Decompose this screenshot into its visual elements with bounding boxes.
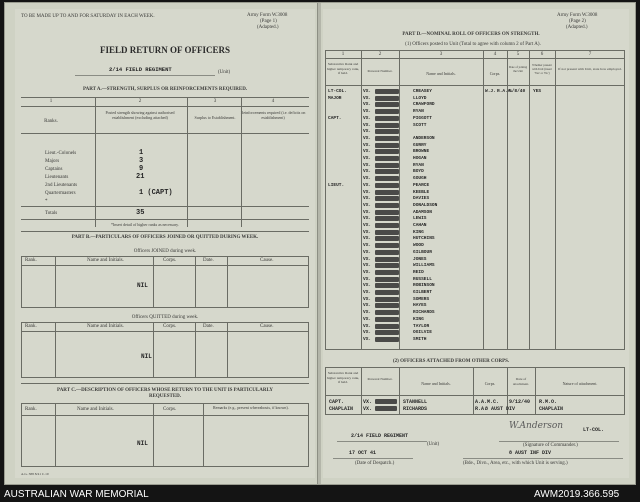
col-num: 1 (341, 52, 345, 57)
ccol-name: Name and Initials. (77, 407, 114, 412)
roll-name: RUSSELL (413, 277, 432, 282)
roll-row (323, 183, 629, 189)
col-head-posted: Posted strength showing against authorised establishment (excluding attached) (105, 110, 175, 120)
unit-label: (Unit) (427, 442, 440, 447)
roll-name: LLOYD (413, 96, 427, 101)
quitted-nil: NIL (141, 353, 152, 360)
roll-no: VX. (363, 310, 372, 315)
roll-no: VX. (363, 317, 372, 322)
att-head-nature: Nature of attachment. (562, 381, 598, 386)
roll-name: CAHAN (413, 223, 427, 228)
roll-no: VX. (363, 324, 372, 329)
roll-row (323, 303, 629, 309)
roll-no: VX. (363, 223, 372, 228)
col-num: 3 (213, 99, 217, 104)
roll-no: VX. (363, 263, 372, 268)
date-label: (Date of Despatch.) (355, 461, 395, 466)
roll-no: VX. (363, 143, 372, 148)
roll-name: REID (413, 270, 424, 275)
roll-row (323, 109, 629, 115)
roll-yes: YES (533, 89, 542, 94)
roll-name: HAYES (413, 303, 427, 308)
footer-accession: AWM2019.366.595 (534, 489, 620, 500)
roll-corps: R.A.A. (497, 89, 514, 94)
redacted-number (375, 337, 399, 342)
unit-typed: 2/14 FIELD REGIMENT (109, 66, 172, 73)
redacted-number (375, 303, 399, 308)
ccol-corps: Corps. (163, 407, 177, 412)
att-head-date: Date of attachment. (512, 377, 530, 386)
roll-no: VX. (363, 163, 372, 168)
form-page: (Page 1) (260, 19, 277, 24)
roll-no: VX. (363, 116, 372, 121)
col-num: 4 (271, 99, 275, 104)
col-num: 2 (138, 99, 142, 104)
signature-rank: LT-COL. (583, 427, 605, 433)
roll-name: RICHARDS (413, 310, 435, 315)
roll-no: VX. (363, 96, 372, 101)
top-note: TO BE MADE UP TO AND FOR SATURDAY IN EACH WEEK. (21, 14, 155, 19)
att-head-corps: Corps. (484, 381, 496, 386)
redacted-number (375, 136, 399, 141)
roll-name: PIGGOTT (413, 116, 432, 121)
roll-name: HUTCHINS (413, 236, 435, 241)
redacted-number (375, 143, 399, 148)
roll-no: VX. (363, 337, 372, 342)
part-a-heading: PART A.—STRENGTH, SURPLUS OR REINFORCEMENTS REQUIRED. (82, 87, 248, 92)
roll-row (323, 283, 629, 289)
despatch-date: 17 OCT 41 (349, 450, 377, 456)
signature-label: (Signature of Commander.) (523, 443, 578, 448)
roll-name: SMITH (413, 337, 427, 342)
commander-signature: W.Anderson (509, 421, 564, 431)
bcol-date: Date. (203, 324, 214, 329)
roll-row (323, 102, 629, 108)
redacted-number (375, 89, 399, 94)
redacted-number (375, 330, 399, 335)
redacted-number (375, 163, 399, 168)
unit-label: (Unit) (218, 70, 231, 75)
form-adapted: (Adapted.) (257, 25, 279, 30)
roll-name: KEEBLE (413, 190, 430, 195)
roll-no: VX. (363, 250, 372, 255)
roll-row (323, 196, 629, 202)
roll-no: VX. (363, 290, 372, 295)
roll-no: VX. (363, 149, 372, 154)
roll-row (323, 337, 629, 343)
redacted-number (375, 216, 399, 221)
roll-rank: MAJOR (328, 96, 342, 101)
redacted-number (375, 236, 399, 241)
col-head-ranks: Ranks. (44, 119, 58, 124)
roll-name: CRAWFORD (413, 102, 435, 107)
redacted-number (375, 116, 399, 121)
roll-name: RYAN (413, 109, 424, 114)
roll-no: VX. (363, 257, 372, 262)
roll-name: WOOD (413, 243, 424, 248)
roll-no: VX. (363, 89, 372, 94)
roll-name: GILBOUR (413, 250, 432, 255)
roll-no: VX. (363, 277, 372, 282)
redacted-number (375, 230, 399, 235)
form-page: (Page 2) (569, 19, 586, 24)
part-d-sub: (1) Officers posted to Unit (Total to agree with column 2 of Part A). (405, 42, 541, 47)
roll-no: VX. (363, 203, 372, 208)
form-adapted: (Adapted.) (566, 25, 588, 30)
redacted-number (375, 102, 399, 107)
roll-row (323, 156, 629, 162)
att-head-name: Name and Initials. (421, 381, 451, 386)
roll-name: LEWIS (413, 216, 427, 221)
redacted-number (375, 290, 399, 295)
unit-typed: 2/14 FIELD REGIMENT (351, 433, 409, 439)
roll-name: BROWNE (413, 149, 430, 154)
roll-rank: CAPT. (328, 116, 342, 121)
roll-row (323, 236, 629, 242)
roll-no: VX. (363, 129, 372, 134)
roll-rank: LIEUT. (328, 183, 345, 188)
redacted-number (375, 129, 399, 134)
roll-name: KING (413, 317, 424, 322)
redacted-number (375, 156, 399, 161)
roll-no: VX. (363, 109, 372, 114)
redacted-number (375, 149, 399, 154)
roll-no: VX. (363, 102, 372, 107)
roll-no: VX. (363, 216, 372, 221)
redacted-number (375, 270, 399, 275)
roll-name: GURRY (413, 143, 427, 148)
roll-name: PEARCE (413, 183, 430, 188)
part-c-nil: NIL (137, 440, 148, 447)
roll-no: VX. (363, 270, 372, 275)
roll-name: ANDERSON (413, 136, 435, 141)
redacted-number (375, 210, 399, 215)
redacted-number (375, 169, 399, 174)
redacted-number (375, 183, 399, 188)
redacted-number (375, 190, 399, 195)
roll-date: 5/8/40 (509, 89, 526, 94)
roll-no: VX. (363, 183, 372, 188)
roll-row (323, 203, 629, 209)
col-num: 4 (493, 52, 497, 57)
redacted-number (375, 203, 399, 208)
roll-name: SCOTT (413, 123, 427, 128)
roll-no: VX. (363, 243, 372, 248)
roll-row (323, 116, 629, 122)
roll-row (323, 270, 629, 276)
page-fold (317, 3, 321, 484)
roll-row (323, 250, 629, 256)
redacted-number (375, 243, 399, 248)
roll-no: VX. (363, 190, 372, 195)
roll-no: VX. (363, 236, 372, 241)
col-head-date: Date of joining the Unit (508, 65, 528, 73)
formation-typed: 8 AUST INF DIV (509, 450, 552, 456)
roll-no: VX. (363, 196, 372, 201)
redacted-number (375, 96, 399, 101)
roll-row (323, 89, 629, 95)
col-head-employed: If not present with Unit, state how employed. (558, 67, 622, 71)
footer-source: AUSTRALIAN WAR MEMORIAL (4, 489, 149, 500)
roll-name: ROBINSON (413, 283, 435, 288)
roll-name: SOMERS (413, 297, 430, 302)
roll-row (323, 136, 629, 142)
roll-name: HOGAN (413, 156, 427, 161)
ccol-rank: Rank. (25, 407, 37, 412)
roll-no: VX. (363, 330, 372, 335)
redacted-number (375, 263, 399, 268)
roll-name: TAYLOR (413, 324, 430, 329)
roll-name: BOYD (413, 169, 424, 174)
printer-mark: A.G. 388 8/41 C.10 (21, 472, 49, 476)
roll-name: CREASEY (413, 89, 432, 94)
redacted-number (375, 196, 399, 201)
col-num: 2 (378, 52, 382, 57)
roll-row (323, 129, 629, 135)
bcol-name: Name and Initials. (87, 258, 124, 263)
col-head-surplus: Surplus to Establishment. (194, 115, 236, 120)
part-d2-heading: (2) OFFICERS ATTACHED FROM OTHER CORPS. (393, 359, 510, 364)
quitted-title: Officers QUITTED during week. (131, 315, 199, 320)
redacted-number (375, 324, 399, 329)
redacted-number (375, 223, 399, 228)
roll-no: VX. (363, 156, 372, 161)
redacted-number (375, 317, 399, 322)
form-number: Army Form W.3008 (247, 13, 288, 18)
bcol-date: Date. (203, 258, 214, 263)
roll-no: VX. (363, 210, 372, 215)
roll-row (323, 176, 629, 182)
roll-rank: LT-COL. (328, 89, 347, 94)
col-num: 7 (588, 52, 592, 57)
form-title: FIELD RETURN OF OFFICERS (100, 45, 230, 55)
col-head-name: Name and Initials. (426, 71, 456, 76)
roll-no: VX. (363, 303, 372, 308)
formation-label: (Bde., Divn., Area, etc., with which Unit is serving.) (463, 461, 568, 466)
redacted-number (375, 257, 399, 262)
col-num: 1 (49, 99, 53, 104)
redacted-number (375, 297, 399, 302)
redacted-number (375, 250, 399, 255)
footnote: *Insert detail of higher ranks as necessary. (111, 222, 179, 227)
part-c-heading: PART C.—DESCRIPTION OF OFFICERS WHOSE RETURN TO THE UNIT IS PARTICULARLY REQUESTED. (57, 388, 273, 399)
bcol-cause: Cause. (260, 324, 274, 329)
roll-name: WILLIAMS (413, 263, 435, 268)
redacted-number (375, 109, 399, 114)
roll-row (323, 330, 629, 336)
roll-name: ADAMSON (413, 210, 432, 215)
roll-name: DONALDSON (413, 203, 438, 208)
roll-row (323, 169, 629, 175)
joined-nil: NIL (137, 282, 148, 289)
roll-row (323, 310, 629, 316)
redacted-number (375, 310, 399, 315)
form-number: Army Form W.3008 (557, 13, 598, 18)
page-2: Army Form W.3008 (Page 2) (Adapted.) PART D.—NOMINAL ROLL OF OFFICERS ON STRENGTH. (1) Officers posted to Unit (Total to agree with column 2 of Part A). 1 2 3 4 5 6 7 Substantive Rank and higher temporary rank, if held. Personal Number. Name and Initials. Corps. Date of joining the Unit Whether present with Unit (insert 'Yes' or 'No') If not present with Unit, state how employed. LT-COL. VX. CREASEY W.J. R.A.A. 5/8/40 YES MAJOR VX. LLOYD VX. CRAWFORD VX. RYAN CAPT. VX. PIGGOTT VX. SCOTT VX. VX. ANDERSON VX. GURRY VX. BROWNE VX. HOGAN VX. RYAN VX. BOYD VX. GOUGH LIEUT. VX. PEARCE VX. KEEBLE VX. DAVIES VX. DONALDSON VX. ADAMSON VX. LEWIS VX. CAHAN VX. KING VX. HUTCHINS VX. WOOD VX. GILBOUR VX. JONES VX. WILLIAMS VX. REID VX. RUSSELL VX. ROBINSON VX. GILBERT VX. SOMERS VX. HAYES VX. RICHARDS VX. KING VX. TAYLOR VX. OGILVIE VX. SMITH (2) OFFICERS ATTACHED FROM OTHER CORPS. Substantive Rank and higher temporary rank, if held. Personal Number. Name and Initials. Corps. Date of attachment. Nature of attachment. CAPT. VX. STANNELL A.A.M.C. 9/12/40 R.M.O. CHAPLAIN VX. RICHARDS R.A. 8 AUST DIV CHAPLAIN W.Anderson LT-COL. 2/14 FIELD REGIMENT (Unit) (Signature of Commander.) 17 OCT 41 8 AUST INF DIV (Date of Despatch.) (Bde., Divn., Area, etc., with which Unit is serving.) (323, 9, 629, 478)
bcol-name: Name and Initials. (87, 324, 124, 329)
roll-row (323, 243, 629, 249)
redacted-number (375, 123, 399, 128)
bcol-rank: Rank. (25, 258, 37, 263)
att-head-number: Personal Number. (367, 377, 393, 381)
roll-row (323, 149, 629, 155)
part-d-heading: PART D.—NOMINAL ROLL OF OFFICERS ON STRENGTH. (402, 32, 540, 37)
bcol-cause: Cause. (260, 258, 274, 263)
roll-no: VX. (363, 230, 372, 235)
roll-no: VX. (363, 176, 372, 181)
roll-name: DAVIES (413, 196, 430, 201)
roll-name: JONES (413, 257, 427, 262)
roll-name: GILBERT (413, 290, 432, 295)
col-head-reinf: Reinforcements required (i.e. deficits on establishment) (240, 110, 306, 120)
bcol-rank: Rank. (25, 324, 37, 329)
att-head-rank: Substantive Rank and higher temporary rank, if held. (326, 371, 360, 384)
col-head-rank: Substantive Rank and higher temporary rank, if held. (326, 62, 360, 75)
roll-no: VX. (363, 169, 372, 174)
col-num: 6 (540, 52, 544, 57)
ccol-remarks: Remarks (e.g., present whereabouts, if known). (213, 405, 289, 410)
col-head-number: Personal Number. (367, 69, 393, 73)
bcol-corps: Corps. (163, 324, 177, 329)
document-scan (4, 2, 636, 485)
roll-row (323, 263, 629, 269)
roll-init: W.J. (485, 89, 496, 94)
roll-no: VX. (363, 297, 372, 302)
part-b-heading: PART B.—PARTICULARS OF OFFICERS JOINED OR QUITTED DURING WEEK. (71, 235, 259, 240)
redacted-number (375, 283, 399, 288)
joined-title: Officers JOINED during week. (133, 249, 197, 254)
roll-name: RYAN (413, 163, 424, 168)
roll-no: VX. (363, 123, 372, 128)
roll-name: OGILVIE (413, 330, 432, 335)
roll-row (323, 223, 629, 229)
roll-no: VX. (363, 136, 372, 141)
roll-row (323, 216, 629, 222)
roll-row (323, 290, 629, 296)
col-head-present: Whether present with Unit (insert 'Yes' or 'No') (532, 63, 552, 75)
redacted-number (375, 176, 399, 181)
col-num: 5 (516, 52, 520, 57)
redacted-number (375, 277, 399, 282)
roll-name: GOUGH (413, 176, 427, 181)
roll-name: KING (413, 230, 424, 235)
roll-row (323, 317, 629, 323)
bcol-corps: Corps. (163, 258, 177, 263)
page-1: TO BE MADE UP TO AND FOR SATURDAY IN EACH WEEK. Army Form W.3008 (Page 1) (Adapted.) FIELD RETURN OF OFFICERS 2/14 FIELD REGIMENT (Unit) PART A.—STRENGTH, SURPLUS OR REINFORCEMENTS REQUIRED. 1 2 3 4 Ranks. Posted strength showing against authorised establishment (excluding attached) Surplus to Establishment. Reinforcements required (i.e. deficits on establishment) Lieut.-Colonels 1 Majors 3 Captains 9 Lieutenants 21 2nd Lieutenants Quartermasters 1 (CAPT) * Totals 35 *Insert detail of higher ranks as necessary. PART B.—PARTICULARS OF OFFICERS JOINED OR QUITTED DURING WEEK. Officers JOINED during week. Rank. Name and Initials. Corps. Date. Cause. NIL Officers QUITTED during week. Rank. Name and Initials. Corps. Date. Cause. NIL PART C.—DESCRIPTION OF OFFICERS WHOSE RETURN TO THE UNIT IS PARTICULARLY REQUESTED. Rank. Name and Initials. Corps. Remarks (e.g., present whereabouts, if known). NIL A.G. 388 8/41 C.10 (15, 9, 315, 478)
col-num: 3 (439, 52, 443, 57)
roll-no: VX. (363, 283, 372, 288)
col-head-corps: Corps. (489, 71, 501, 76)
